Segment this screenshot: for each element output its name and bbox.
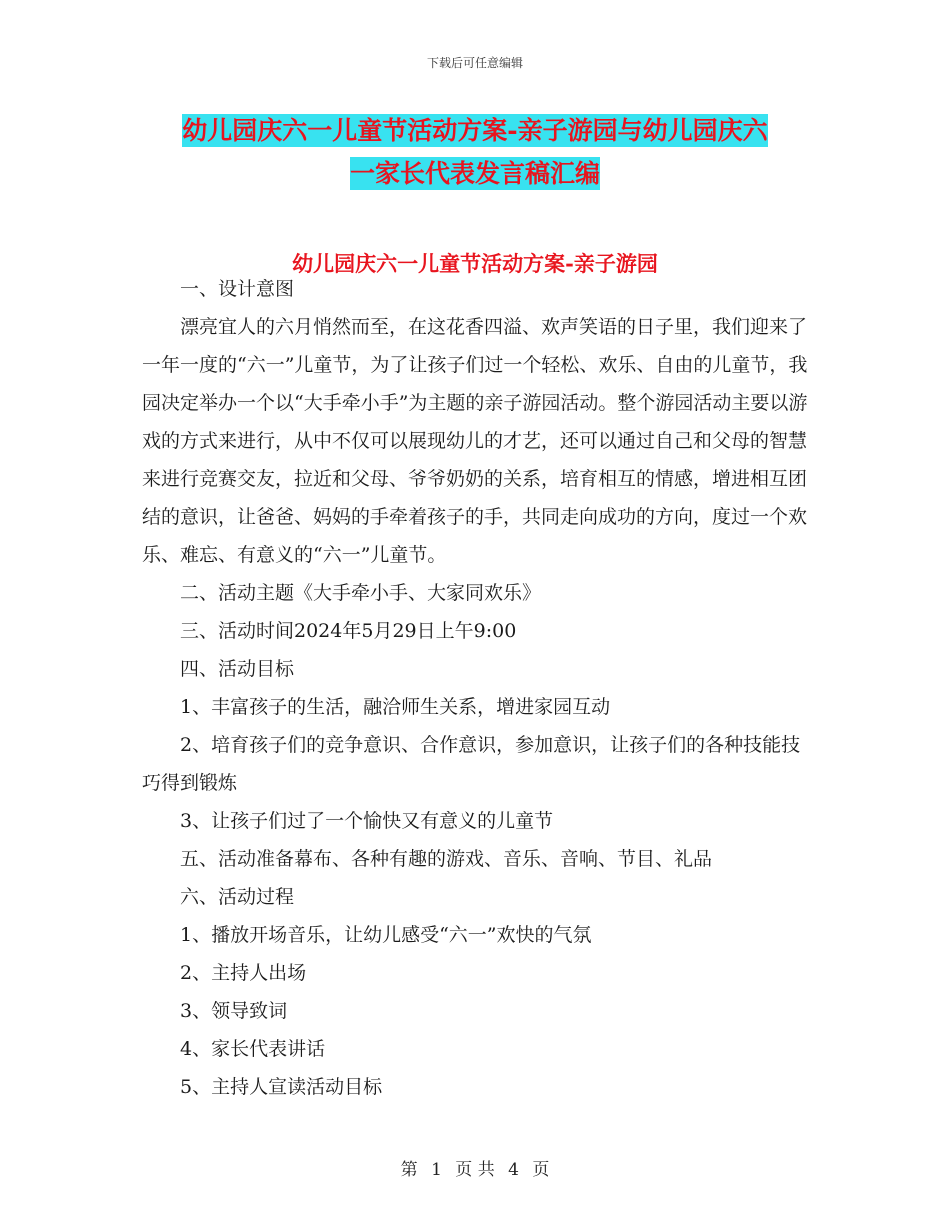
process-step-3: 3、领导致词 [180,1000,288,1022]
page-header-note: 下载后可任意编辑 [426,56,523,70]
theme-line: 二、活动主题《大手牵小手、大家同欢乐》 [180,582,542,604]
design-intent-heading: 一、设计意图 [180,278,295,300]
goal-item-2: 2、培育孩子们的竞争意识、合作意识，参加意识，让孩子们的各种技能技巧得到锻炼 [142,734,801,794]
process-heading: 六、活动过程 [180,886,295,908]
document-title-line-2 [0,157,950,191]
intro-paragraph: 漂亮宜人的六月悄然而至，在这花香四溢、欢声笑语的日子里，我们迎来了一年一度的“六一”儿童节，为了让孩子们过一个轻松、欢乐、自由的儿童节，我园决定举办一个以“大手牵小手”为主题的亲子游园活动。整个游园活动主要以游戏的方式来进行，从中不仅可以展现幼儿的才艺，还可以通过自己和父母的智慧来进行竞赛交友，拉近和父母、爷爷奶奶的关系，培育相互的情感，增进相互团结的意识，让爸爸、妈妈的手牵着孩子的手，共同走向成功的方向，度过一个欢乐、难忘、有意义的“六一”儿童节。 [142,316,808,566]
preparation-line: 五、活动准备幕布、各种有趣的游戏、音乐、音响、节目、礼品 [180,848,713,870]
goal-item-3: 3、让孩子们过了一个愉快又有意义的儿童节 [180,810,554,832]
footer-total-pages: 4 [508,1160,519,1180]
document-body [142,270,810,1106]
section-heading: 幼儿园庆六一儿童节活动方案-亲子游园 [292,251,658,276]
time-line: 三、活动时间2024年5月29日上午9:00 [180,620,517,642]
goals-heading: 四、活动目标 [180,658,295,680]
process-step-4: 4、家长代表讲话 [180,1038,326,1060]
footer-prefix: 第 [400,1160,418,1180]
process-step-1: 1、播放开场音乐，让幼儿感受“六一”欢快的气氛 [180,924,592,946]
document-title-line-1 [0,114,950,148]
title-line-1-text: 幼儿园庆六一儿童节活动方案-亲子游园与幼儿园庆六 [182,116,768,145]
footer-middle: 页 共 [455,1160,495,1180]
process-step-5: 5、主持人宣读活动目标 [180,1076,383,1098]
title-line-2-text: 一家长代表发言稿汇编 [349,159,600,188]
footer-page-number: 1 [431,1160,442,1180]
page-footer [0,1155,950,1180]
process-step-2: 2、主持人出场 [180,962,307,984]
footer-suffix: 页 [532,1160,550,1180]
goal-item-1: 1、丰富孩子的生活，融洽师生关系，增进家园互动 [180,696,611,718]
